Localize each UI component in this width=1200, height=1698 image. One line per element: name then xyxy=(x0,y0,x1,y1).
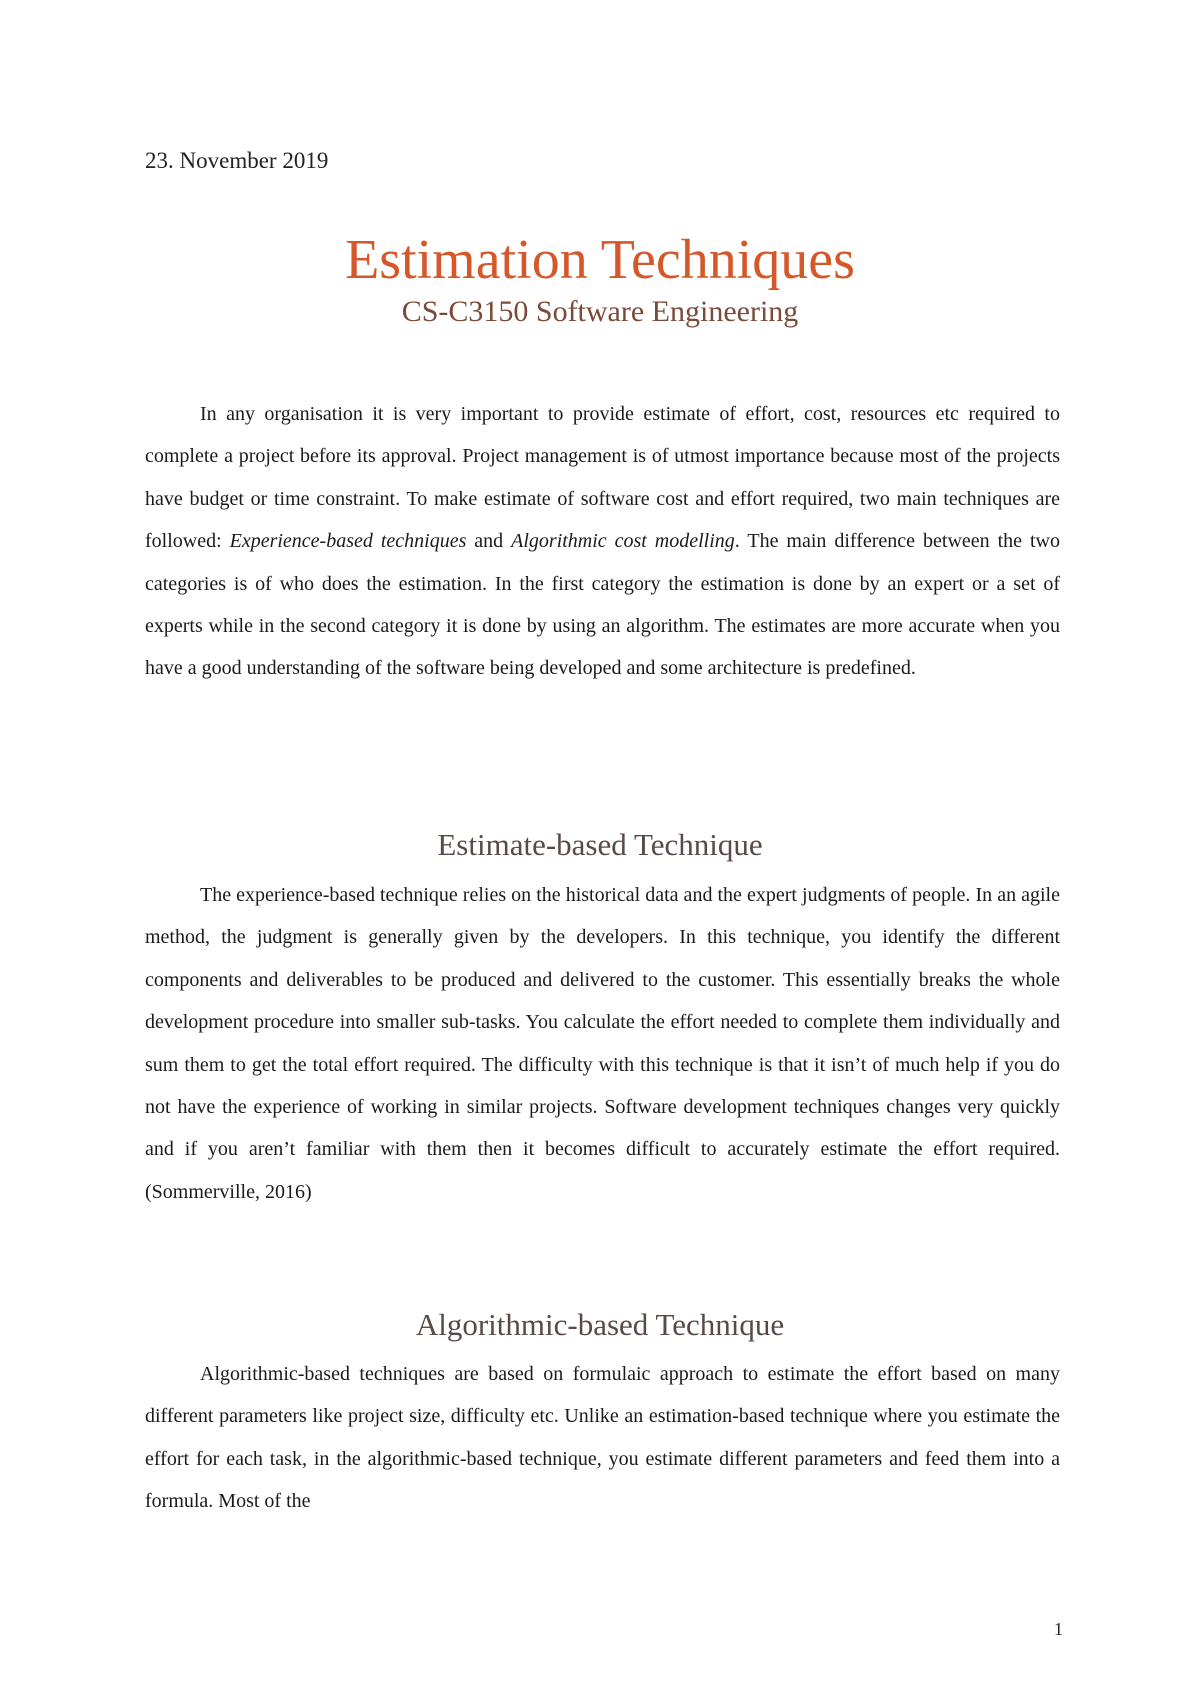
intro-text-1: In any organisation it is very important to provide estimate of effort, cost, resources etc required to complete a project before its approval. Project management is of utmost importance because most of the projects have budget or time constraint. To make estimate of software cost and effort required, two main techniques are followed: xyxy=(145,403,1060,553)
intro-paragraph xyxy=(145,393,1060,690)
page-number: 1 xyxy=(1054,1619,1063,1639)
intro-emphasis-experience: Experience-based techniques xyxy=(229,530,467,553)
intro-text-2: and xyxy=(466,530,512,553)
document-date: 23. November 2019 xyxy=(145,148,329,173)
section-heading-algorithmic-based: Algorithmic-based Technique xyxy=(415,1307,785,1342)
document-title: Estimation Techniques xyxy=(345,229,855,291)
intro-text-3: . The main difference between the two categories is of who does the estimation. In the first category the estimation is done by an expert or a set of experts while in the second category it is done by using an algorithm. The estimates are more accurate when you have a good understanding of the software being developed and some architecture is predefined. xyxy=(145,530,1060,680)
intro-emphasis-algorithmic: Algorithmic cost modelling xyxy=(511,530,735,553)
document-subtitle: CS-C3150 Software Engineering xyxy=(401,295,799,328)
section-heading-estimate-based: Estimate-based Technique xyxy=(437,827,763,862)
section-paragraph-estimate-based: The experience-based technique relies on the historical data and the expert judgments of people. In an agile method, the judgment is generally given by the developers. In this technique, you identify the different components and deliverables to be produced and delivered to the customer. This essentially breaks the whole development procedure into smaller sub-tasks. You calculate the effort needed to complete them individually and sum them to get the total effort required. The difficulty with this technique is that it isn’t of much help if you do not have the experience of working in similar projects. Software development techniques changes very quickly and if you aren’t familiar with them then it becomes difficult to accurately estimate the effort required.(Sommerville, 2016) xyxy=(145,884,1060,1203)
title-block xyxy=(0,228,1200,330)
section-paragraph-algorithmic-based: Algorithmic-based techniques are based on formulaic approach to estimate the effort based on many different parameters like project size, difficulty etc. Unlike an estimation-based technique where you estimate the effort for each task, in the algorithmic-based technique, you estimate different parameters and feed them into a formula. Most of the xyxy=(145,1363,1060,1513)
